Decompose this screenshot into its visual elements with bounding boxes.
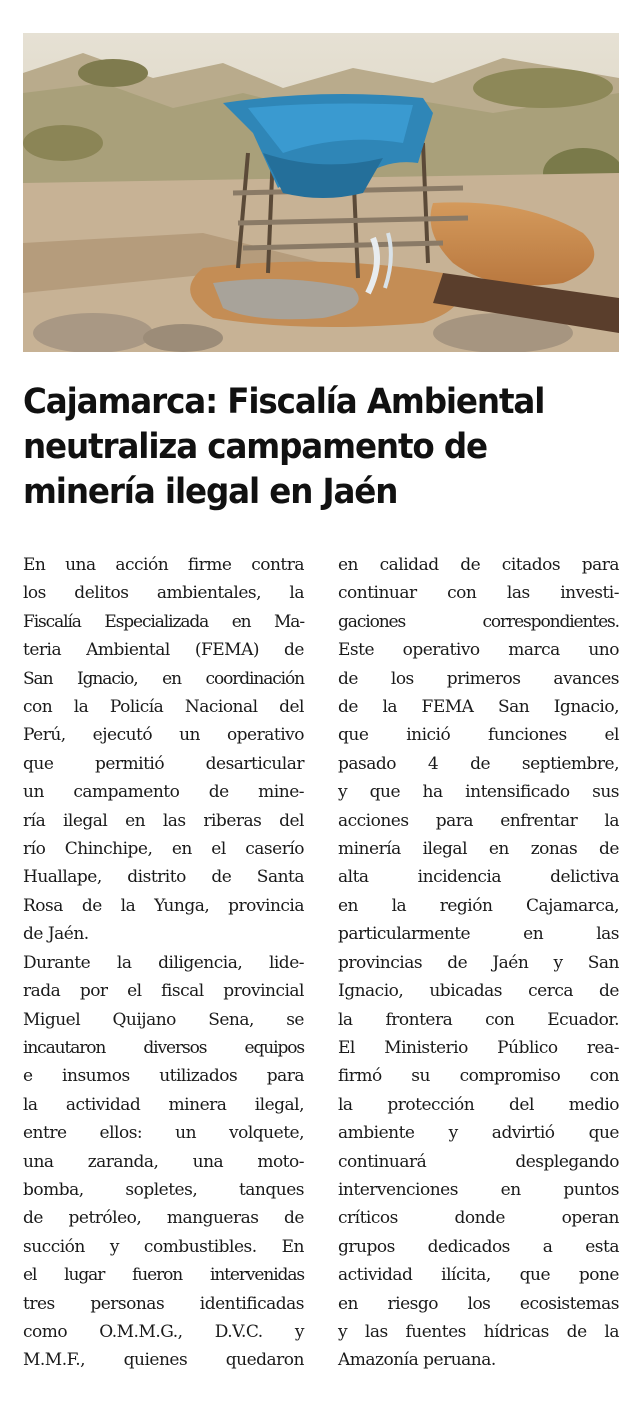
text-line: bomba, sopletes, tanques [23, 1179, 304, 1200]
text-line: en la región Cajamarca, [338, 895, 619, 916]
text-line: que permitió desarticular [23, 753, 304, 774]
text-line: en riesgo los ecosistemas [338, 1293, 619, 1314]
text-line: que inició funciones el [338, 725, 619, 746]
text-line: rada por el fiscal provincial [23, 981, 304, 1002]
text-line: críticos donde operan [338, 1208, 619, 1229]
text-line: de la FEMA San Ignacio, [338, 697, 619, 718]
text-line: los delitos ambientales, la [23, 583, 304, 604]
text-line: gaciones correspondientes. [338, 611, 619, 632]
text-line: grupos dedicados a esta [338, 1236, 619, 1257]
text-line: Huallape, distrito de Santa [23, 867, 304, 888]
text-line: San Ignacio, en coordinación [23, 668, 304, 689]
text-line: y que ha intensificado sus [338, 782, 619, 803]
text-line: Perú, ejecutó un operativo [23, 725, 304, 746]
text-line: particularmente en las [338, 924, 619, 945]
text-line: M.M.F., quienes quedaron [23, 1350, 304, 1371]
text-line: Ignacio, ubicadas cerca de [338, 981, 619, 1002]
text-line: incautaron diversos equipos [23, 1037, 304, 1058]
text-line: Durante la diligencia, lide- [23, 952, 304, 973]
text-line: Amazonía peruana. [338, 1350, 496, 1371]
text-line: y las fuentes hídricas de la [338, 1321, 619, 1342]
text-line: minería ilegal en zonas de [338, 839, 619, 860]
text-line: ría ilegal en las riberas del [23, 810, 304, 831]
text-line: pasado 4 de septiembre, [338, 753, 619, 774]
text-line: la protección del medio [338, 1094, 619, 1115]
article-column-right [338, 551, 619, 1375]
text-line: entre ellos: un volquete, [23, 1123, 304, 1144]
text-line: como O.M.M.G., D.V.C. y [23, 1321, 304, 1342]
text-line: continuará desplegando [338, 1151, 619, 1172]
article-column-left [23, 551, 304, 1375]
text-line: Este operativo marca uno [338, 640, 619, 661]
text-line: de Jaén. [23, 924, 89, 945]
text-line: de petróleo, mangueras de [23, 1208, 304, 1229]
text-line: intervenciones en puntos [338, 1179, 619, 1200]
text-line: acciones para enfrentar la [338, 810, 619, 831]
headline-line: neutraliza campamento de [23, 427, 488, 467]
mining-camp-photo-icon [23, 33, 619, 352]
text-line: succión y combustibles. En [23, 1236, 304, 1257]
text-line: En una acción firme contra [23, 555, 304, 575]
text-line: Rosa de la Yunga, provincia [23, 895, 304, 916]
headline-line: minería ilegal en Jaén [23, 472, 398, 512]
text-line: actividad ilícita, que pone [338, 1265, 619, 1286]
text-line: e insumos utilizados para [23, 1066, 304, 1087]
headline [23, 380, 590, 515]
text-line: tres personas identificadas [23, 1293, 304, 1314]
text-line: Miguel Quijano Sena, se [23, 1009, 304, 1030]
article-photo [23, 33, 619, 352]
text-line: la actividad minera ilegal, [23, 1094, 304, 1115]
text-line: un campamento de mine- [23, 782, 304, 803]
text-line: el lugar fueron intervenidas [23, 1265, 304, 1286]
text-line: El Ministerio Público rea- [338, 1037, 619, 1058]
text-line: ambiente y advirtió que [338, 1123, 619, 1144]
text-line: con la Policía Nacional del [23, 697, 304, 718]
text-line: alta incidencia delictiva [338, 867, 619, 888]
text-line: una zaranda, una moto- [23, 1151, 304, 1172]
text-line: Fiscalía Especializada en Ma- [23, 611, 304, 632]
text-line: teria Ambiental (FEMA) de [23, 640, 304, 661]
text-line: río Chinchipe, en el caserío [23, 839, 304, 860]
text-line: de los primeros avances [338, 668, 619, 689]
text-line: continuar con las investi- [338, 583, 619, 604]
text-line: en calidad de citados para [338, 555, 619, 575]
text-line: la frontera con Ecuador. [338, 1009, 619, 1030]
text-line: firmó su compromiso con [338, 1066, 619, 1087]
headline-line: Cajamarca: Fiscalía Ambiental [23, 382, 545, 422]
text-line: provincias de Jaén y San [338, 952, 619, 973]
